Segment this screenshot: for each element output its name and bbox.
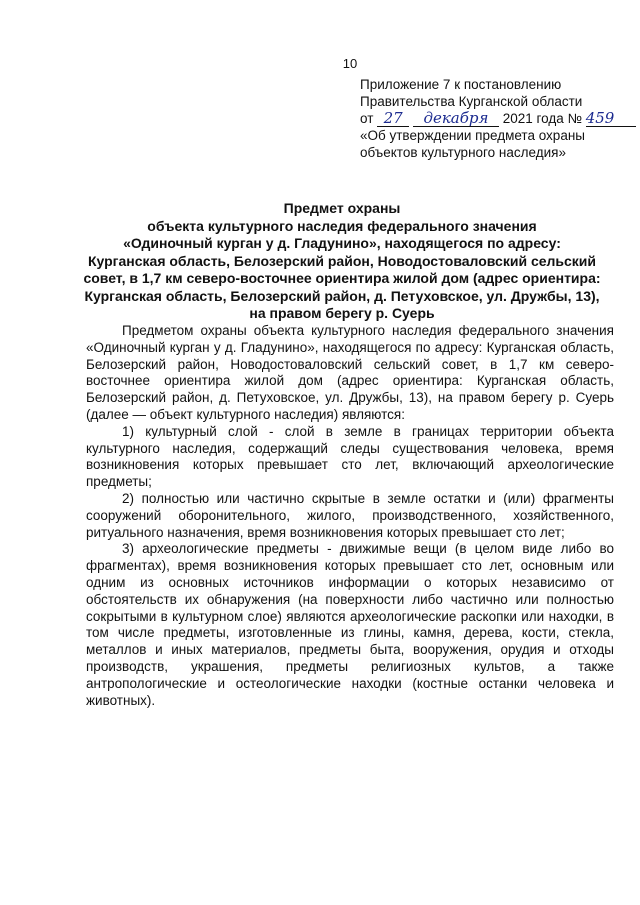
appendix-line-2: Правительства Курганской области — [360, 94, 583, 109]
date-month-field — [413, 111, 499, 127]
handwritten-month: декабря — [423, 109, 489, 127]
paragraph-item-1: 1) культурный слой - слой в земле в границах территории объекта культурного наследия, содержащий следы существования человека, время возникновения которых превышает сто лет, включающий археологические предметы; — [86, 423, 614, 490]
document-body — [86, 323, 614, 709]
appendix-date-line — [360, 110, 630, 127]
title-line-5: совет, в 1,7 км северо-восточнее ориентира жилой дом (адрес ориентира: — [83, 270, 601, 286]
paragraph-item-2: 2) полностью или частично скрытые в земле остатки и (или) фрагменты сооружений оборонительного, жилого, производственного, хозяйственного, ритуального назначения, время возникновения которых превышает сто лет; — [86, 490, 614, 540]
appendix-line-1: Приложение 7 к постановлению — [360, 77, 562, 92]
appendix-line-5: объектов культурного наследия» — [360, 145, 566, 160]
paragraph-intro: Предметом охраны объекта культурного наследия федерального значения «Одиночный курган у д. Гладунино», находящегося по адресу: Курганская область, Белозерский район, Новодостоваловский сельский совет, в 1,7 км северо-восточнее ориентира жилой дом (адрес ориентира: Курганская область, Белозерский район, д. Петуховское, ул. Дружбы, 13), на правом берегу р. Суерь (далее — объект культурного наследия) являются: — [86, 323, 614, 422]
resolution-number-field — [586, 111, 636, 127]
appendix-header — [360, 76, 630, 161]
title-line-7: на правом берегу р. Суерь — [249, 305, 435, 321]
title-line-2: объекта культурного наследия федерального значения — [147, 217, 537, 234]
paragraph-item-3: 3) археологические предметы - движимые вещи (в целом виде либо во фрагментах), время возникновения которых превышает сто лет, основным или одним из основных источников информации о которых независимо от обстоятельств их обнаружения (на поверхности либо частично или полностью сокрытыми в культурном слое) являются археологические раскопки или находки, в том числе предметы, изготовленные из глины, камня, дерева, кости, стекла, металлов и иных материалов, предметы быта, вооружения, орудия и отходы производств, украшения, предметы религиозных культов, а также антропологические и остеологические находки (костные останки человека и животных). — [86, 541, 614, 708]
from-label: от — [360, 111, 374, 126]
title-line-6: Курганская область, Белозерский район, д. Петуховское, ул. Дружбы, 13), — [84, 287, 600, 304]
handwritten-number: 459 — [585, 109, 615, 127]
year-text: 2021 года № — [502, 111, 582, 126]
handwritten-day: 27 — [383, 109, 403, 127]
date-day-field — [377, 111, 409, 127]
title-line-1: Предмет охраны — [283, 200, 401, 216]
page-number: 10 — [342, 56, 358, 71]
appendix-line-4: «Об утверждении предмета охраны — [360, 128, 585, 143]
title-line-3: «Одиночный курган у д. Гладунино», находящегося по адресу: — [123, 235, 561, 251]
document-title — [82, 200, 602, 323]
title-line-4: Курганская область, Белозерский район, Новодостоваловский сельский — [87, 252, 597, 269]
